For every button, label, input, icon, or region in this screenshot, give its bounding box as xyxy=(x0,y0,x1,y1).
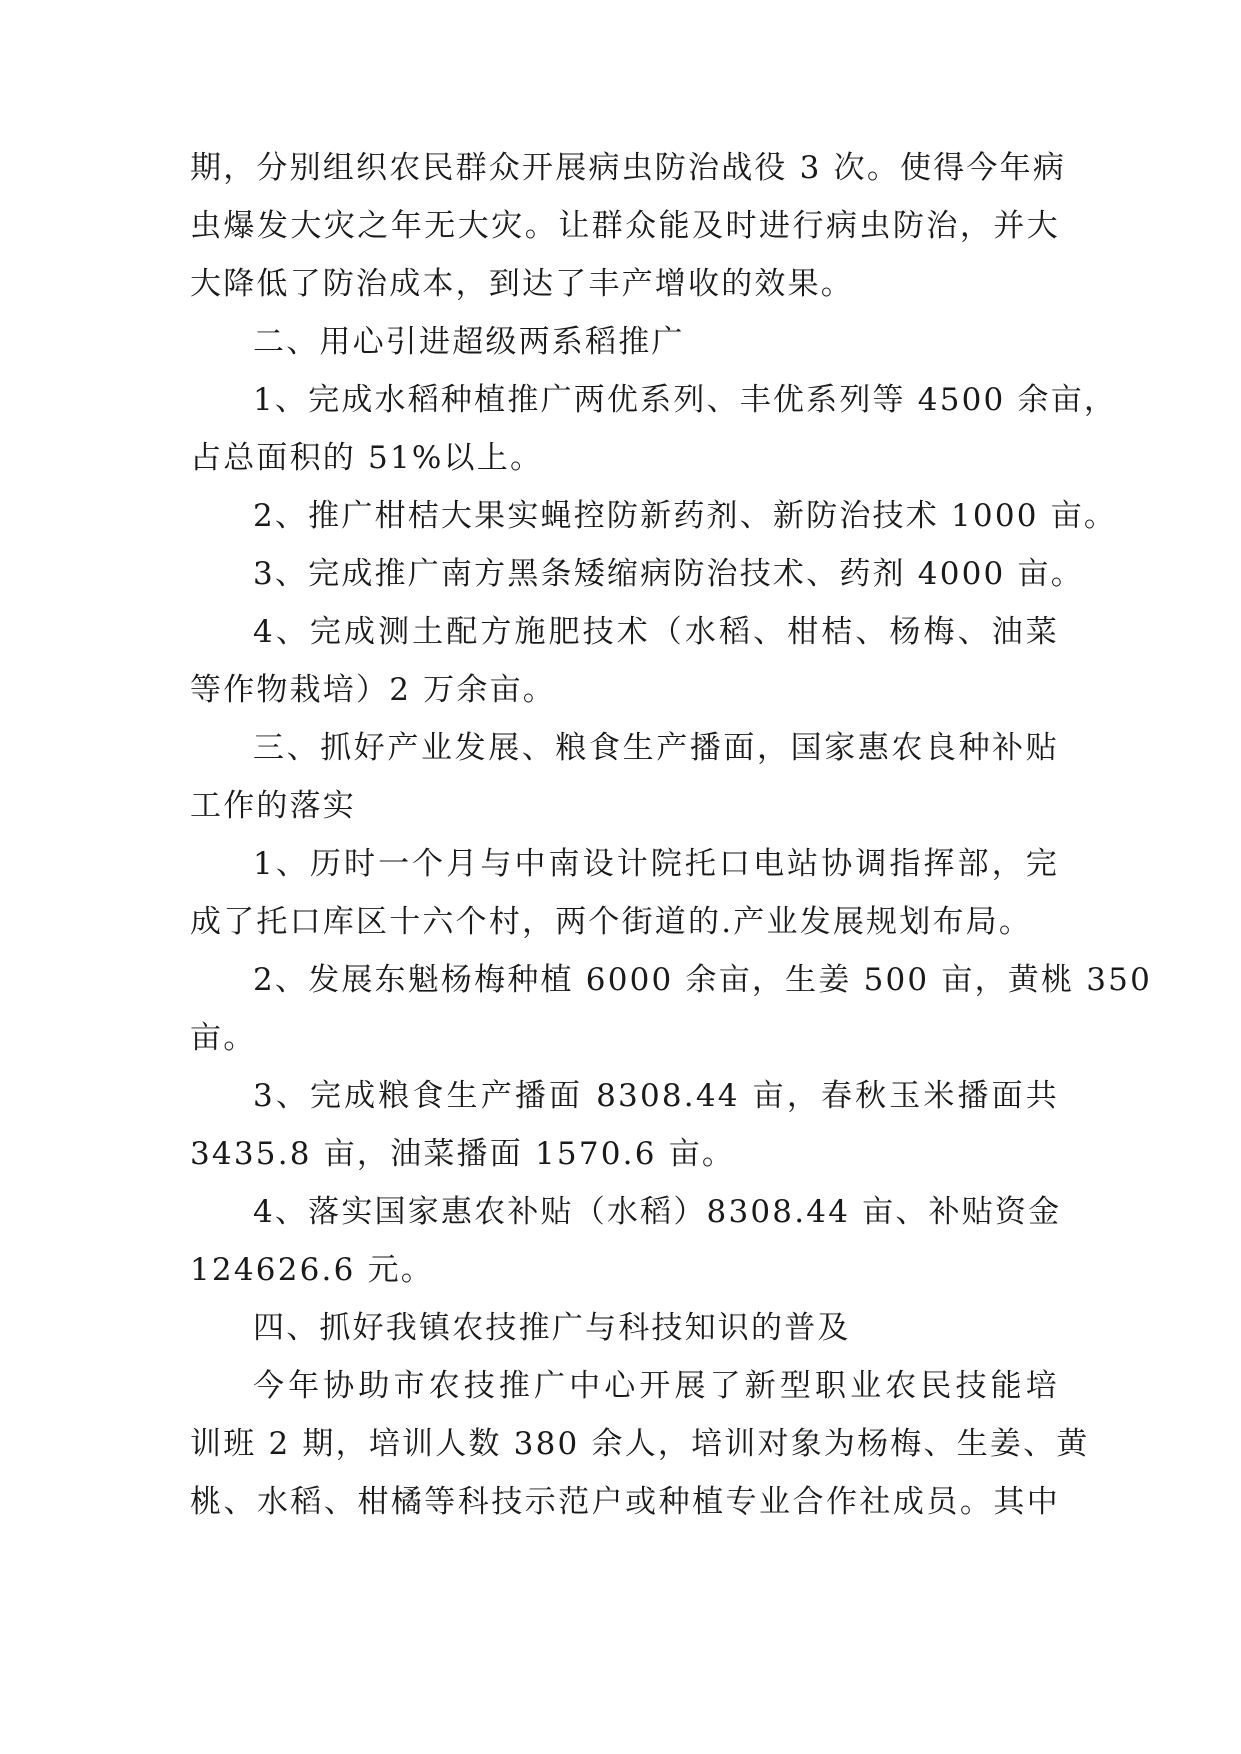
text-line: 3、完成粮食生产播面 8308.44 亩，春秋玉米播面共 xyxy=(253,1078,1059,1114)
text-line: 等作物栽培）2 万余亩。 xyxy=(190,672,556,708)
text-line: 1、历时一个月与中南设计院托口电站协调指挥部，完 xyxy=(253,846,1059,882)
section-heading: 三、抓好产业发展、粮食生产播面，国家惠农良种补贴 xyxy=(253,730,1059,766)
text-line: 训班 2 期，培训人数 380 余人，培训对象为杨梅、生姜、黄 xyxy=(190,1426,1090,1462)
text-line: 3、完成推广南方黑条矮缩病防治技术、药剂 4000 亩。 xyxy=(253,556,1084,592)
text-line: 2、推广柑桔大果实蝇控防新药剂、新防治技术 1000 亩。 xyxy=(253,498,1118,534)
text-line: 成了托口库区十六个村，两个街道的.产业发展规划布局。 xyxy=(190,904,1033,940)
section-heading: 工作的落实 xyxy=(190,788,356,824)
text-line: 4、落实国家惠农补贴（水稻）8308.44 亩、补贴资金 xyxy=(253,1194,1062,1230)
text-line: 4、完成测土配方施肥技术（水稻、柑桔、杨梅、油菜 xyxy=(253,614,1059,650)
text-line: 大降低了防治成本，到达了丰产增收的效果。 xyxy=(190,266,854,302)
text-line: 虫爆发大灾之年无大灾。让群众能及时进行病虫防治，并大 xyxy=(190,208,1060,244)
text-line: 3435.8 亩，油菜播面 1570.6 亩。 xyxy=(190,1136,736,1172)
text-line: 亩。 xyxy=(190,1020,257,1056)
text-line: 124626.6 元。 xyxy=(190,1252,434,1288)
text-line: 占总面积的 51%以上。 xyxy=(190,440,544,476)
section-heading: 四、抓好我镇农技推广与科技知识的普及 xyxy=(253,1310,851,1346)
text-line: 2、发展东魁杨梅种植 6000 余亩，生姜 500 亩，黄桃 350 xyxy=(253,962,1153,998)
text-line: 期，分别组织农民群众开展病虫防治战役 3 次。使得今年病 xyxy=(190,150,1067,186)
text-line: 今年协助市农技推广中心开展了新型职业农民技能培 xyxy=(253,1368,1059,1404)
section-heading: 二、用心引进超级两系稻推广 xyxy=(253,324,685,360)
text-line: 桃、水稻、柑橘等科技示范户或种植专业合作社成员。其中 xyxy=(190,1484,1060,1520)
text-line: 1、完成水稻种植推广两优系列、丰优系列等 4500 余亩， xyxy=(253,382,1118,418)
